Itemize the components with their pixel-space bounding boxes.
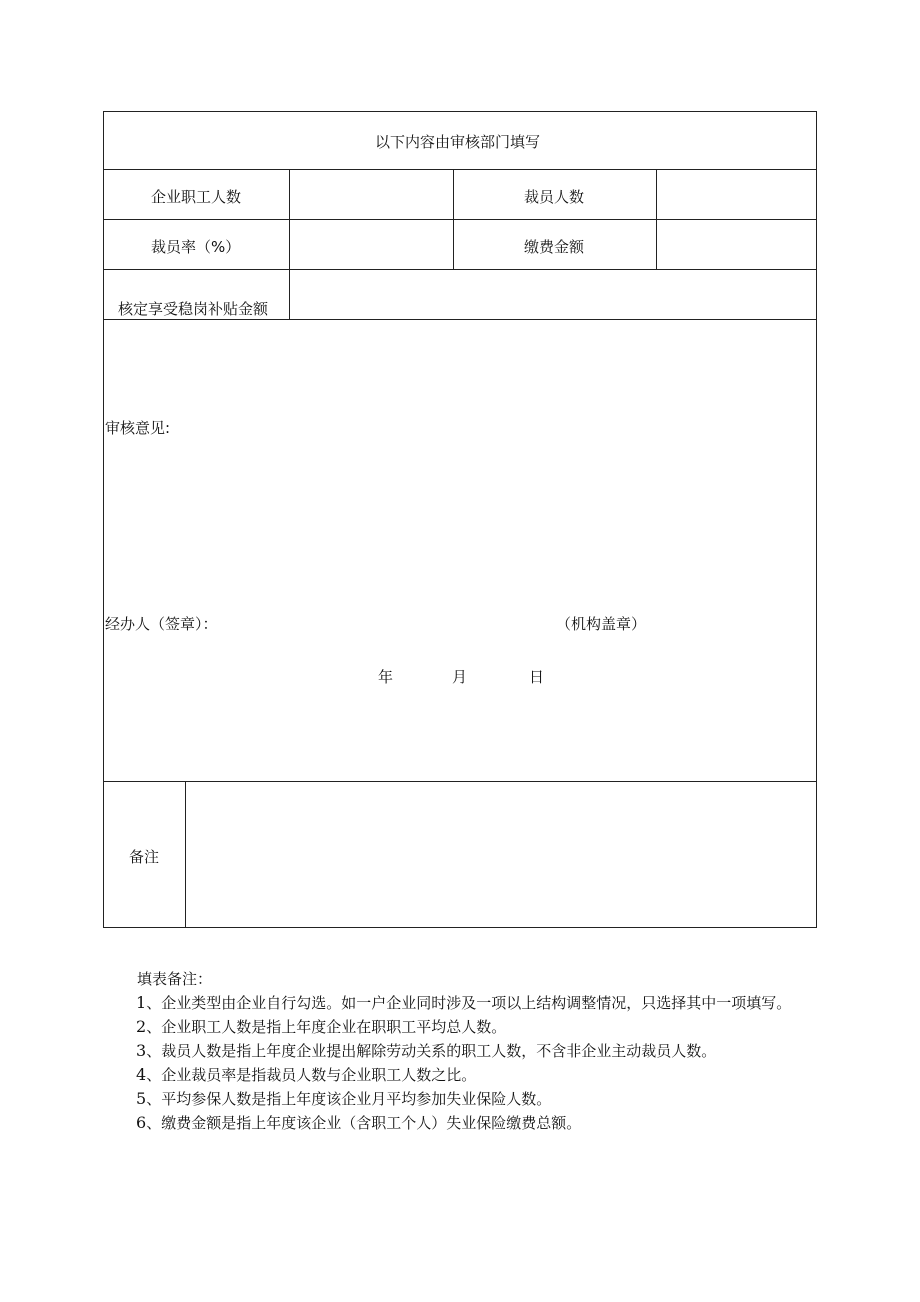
row-divider <box>103 319 817 320</box>
row-divider <box>103 269 817 270</box>
note-item <box>136 1039 791 1063</box>
note-number: 1 <box>136 993 147 1012</box>
note-item <box>136 1111 791 1135</box>
row-divider <box>103 219 817 220</box>
total-employees-label: 企业职工人数 <box>151 188 242 206</box>
notes-title: 填表备注： <box>137 970 213 988</box>
filling-notes <box>136 968 791 1135</box>
column-divider <box>289 169 290 320</box>
note-item <box>136 991 791 1015</box>
column-divider <box>656 169 657 270</box>
column-divider <box>453 169 454 270</box>
note-text: 、企业裁员率是指裁员人数与企业职工人数之比。 <box>146 1066 477 1084</box>
approved-subsidy-field[interactable] <box>291 271 815 318</box>
approved-subsidy-label: 核定享受稳岗补贴金额 <box>118 300 269 318</box>
date-year-label: 年 <box>378 668 394 686</box>
total-employees-field[interactable] <box>291 171 452 218</box>
remarks-label: 备注 <box>129 848 160 866</box>
layoff-count-label: 裁员人数 <box>524 188 585 206</box>
institution-stamp-label: （机构盖章） <box>556 615 647 633</box>
review-opinion-label: 审核意见: <box>105 419 171 437</box>
note-number: 3 <box>136 1041 147 1060</box>
row-divider <box>103 169 817 170</box>
note-number: 6 <box>136 1113 147 1132</box>
layoff-count-field[interactable] <box>658 171 815 218</box>
note-text: 、企业职工人数是指上年度企业在职职工平均总人数。 <box>146 1018 507 1036</box>
note-text: 、企业类型由企业自行勾选。如一户企业同时涉及一项以上结构调整情况，只选择其中一项填写。 <box>146 994 792 1012</box>
note-text: 、裁员人数是指上年度企业提出解除劳动关系的职工人数，不含非企业主动裁员人数。 <box>146 1042 717 1060</box>
layoff-rate-label: 裁员率（%） <box>151 238 241 256</box>
note-item <box>136 1087 791 1111</box>
date-month-label: 月 <box>452 668 468 686</box>
note-number: 5 <box>136 1089 147 1108</box>
payment-amount-label: 缴费金额 <box>524 238 585 256</box>
note-text: 、缴费金额是指上年度该企业（含职工个人）失业保险缴费总额。 <box>146 1114 582 1132</box>
note-item <box>136 1063 791 1087</box>
note-item <box>136 1015 791 1039</box>
handler-signature-label: 经办人（签章）： <box>105 615 218 633</box>
form-header: 以下内容由审核部门填写 <box>375 133 541 151</box>
remarks-field[interactable] <box>187 783 815 926</box>
note-number: 4 <box>136 1065 147 1084</box>
note-text: 、平均参保人数是指上年度该企业月平均参加失业保险人数。 <box>146 1090 552 1108</box>
note-number: 2 <box>136 1017 147 1036</box>
layoff-rate-field[interactable] <box>291 221 452 268</box>
date-day-label: 日 <box>529 668 545 686</box>
row-divider <box>103 781 817 782</box>
column-divider <box>185 781 186 928</box>
payment-amount-field[interactable] <box>658 221 815 268</box>
